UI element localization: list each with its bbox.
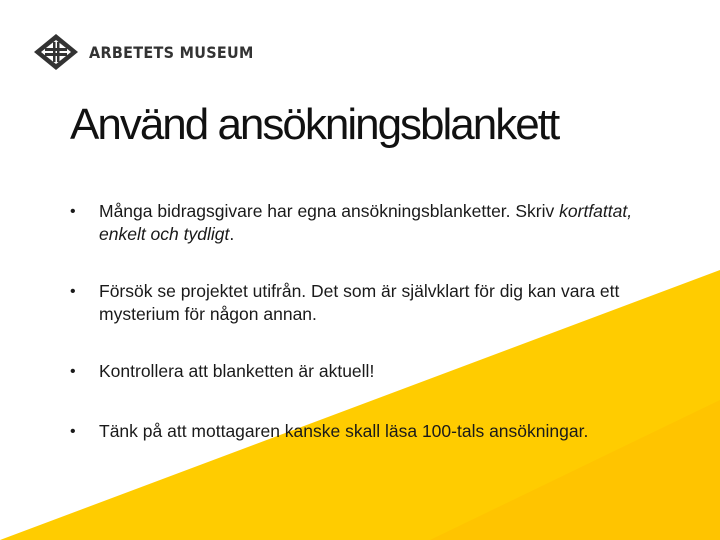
bullet-text-italic: kortfattat, enkelt och tydligt [99, 201, 633, 244]
bullet-text [99, 200, 660, 246]
bullet-list [70, 200, 660, 477]
bullet-marker: • [70, 283, 76, 300]
bullet-text-tail: . [229, 224, 235, 244]
bullet-marker: • [70, 363, 76, 380]
bullet-text: Tänk på att mottagaren kanske skall läsa 100-tals ansökningar. [99, 421, 589, 441]
bullet-item [70, 280, 660, 326]
bullet-marker: • [70, 423, 76, 440]
arbetets-museum-emblem-icon [33, 33, 79, 71]
logo-text: ARBETETS MUSEUM [89, 42, 254, 62]
bullet-marker: • [70, 203, 76, 220]
slide-title: Använd ansökningsblankett [70, 100, 559, 149]
bullet-item [70, 360, 660, 383]
bullet-item [70, 420, 660, 443]
bullet-text: Kontrollera att blanketten är aktuell! [99, 361, 375, 381]
bullet-item [70, 200, 660, 246]
bullet-text: Försök se projektet utifrån. Det som är självklart för dig kan vara ett mysterium för någon annan. [99, 281, 620, 324]
bullet-text-main: Många bidragsgivare har egna ansökningsblanketter. Skriv [99, 201, 560, 221]
logo [33, 33, 254, 71]
